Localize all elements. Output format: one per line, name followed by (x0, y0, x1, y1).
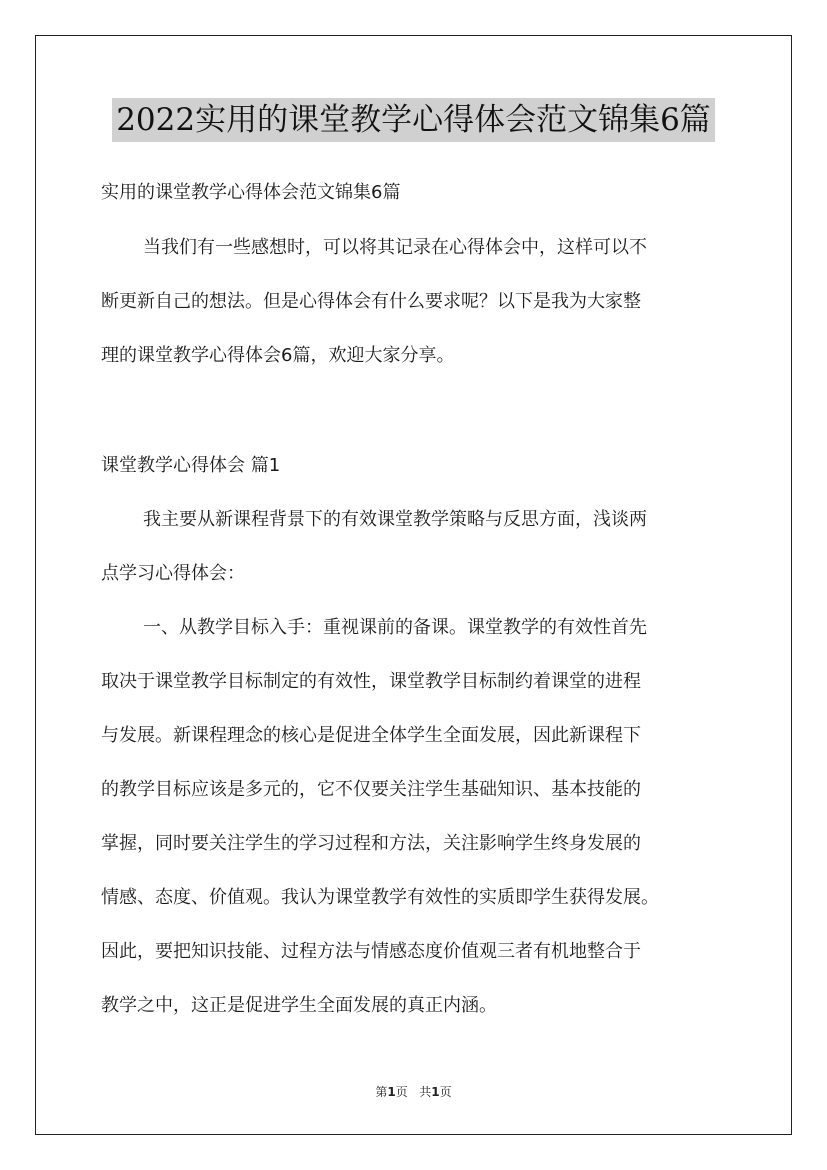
footer-page-suffix: 页 (395, 1085, 408, 1099)
para2-line-1: 一、从教学目标入手：重视课前的备课。课堂教学的有效性首先 (143, 617, 647, 638)
para2-line-5: 掌握，同时要关注学生的学习过程和方法，关注影响学生终身发展的 (101, 833, 641, 854)
para2-line-4: 的教学目标应该是多元的，它不仅要关注学生基础知识、基本技能的 (101, 779, 641, 800)
para1-line-2: 点学习心得体会： (101, 563, 245, 584)
intro-line-3: 理的课堂教学心得体会6篇，欢迎大家分享。 (101, 345, 455, 366)
para1-line-1: 我主要从新课程背景下的有效课堂教学策略与反思方面，浅谈两 (143, 509, 647, 530)
subtitle: 实用的课堂教学心得体会范文锦集6篇 (101, 182, 401, 203)
document-title-wrap (0, 98, 827, 142)
para2-line-7: 因此，要把知识技能、过程方法与情感态度价值观三者有机地整合于 (101, 941, 641, 962)
para2-line-8: 教学之中，这正是促进学生全面发展的真正内涵。 (101, 995, 497, 1016)
footer-page-prefix: 第 (375, 1085, 388, 1099)
footer-total-suffix: 页 (439, 1085, 452, 1099)
section-heading: 课堂教学心得体会 篇1 (101, 455, 281, 476)
para2-line-6: 情感、态度、价值观。我认为课堂教学有效性的实质即学生获得发展。 (101, 887, 659, 908)
intro-line-2: 断更新自己的想法。但是心得体会有什么要求呢？以下是我为大家整 (101, 291, 641, 312)
document-title: 2022实用的课堂教学心得体会范文锦集6篇 (112, 98, 715, 142)
para2-line-3: 与发展。新课程理念的核心是促进全体学生全面发展，因此新课程下 (101, 725, 641, 746)
footer-page-number: 1 (387, 1085, 396, 1099)
page-footer (0, 1083, 827, 1100)
footer-total-prefix: 共 (419, 1085, 432, 1099)
para2-line-2: 取决于课堂教学目标制定的有效性，课堂教学目标制约着课堂的进程 (101, 671, 641, 692)
intro-line-1: 当我们有一些感想时，可以将其记录在心得体会中，这样可以不 (143, 237, 647, 258)
footer-total-number: 1 (431, 1085, 440, 1099)
